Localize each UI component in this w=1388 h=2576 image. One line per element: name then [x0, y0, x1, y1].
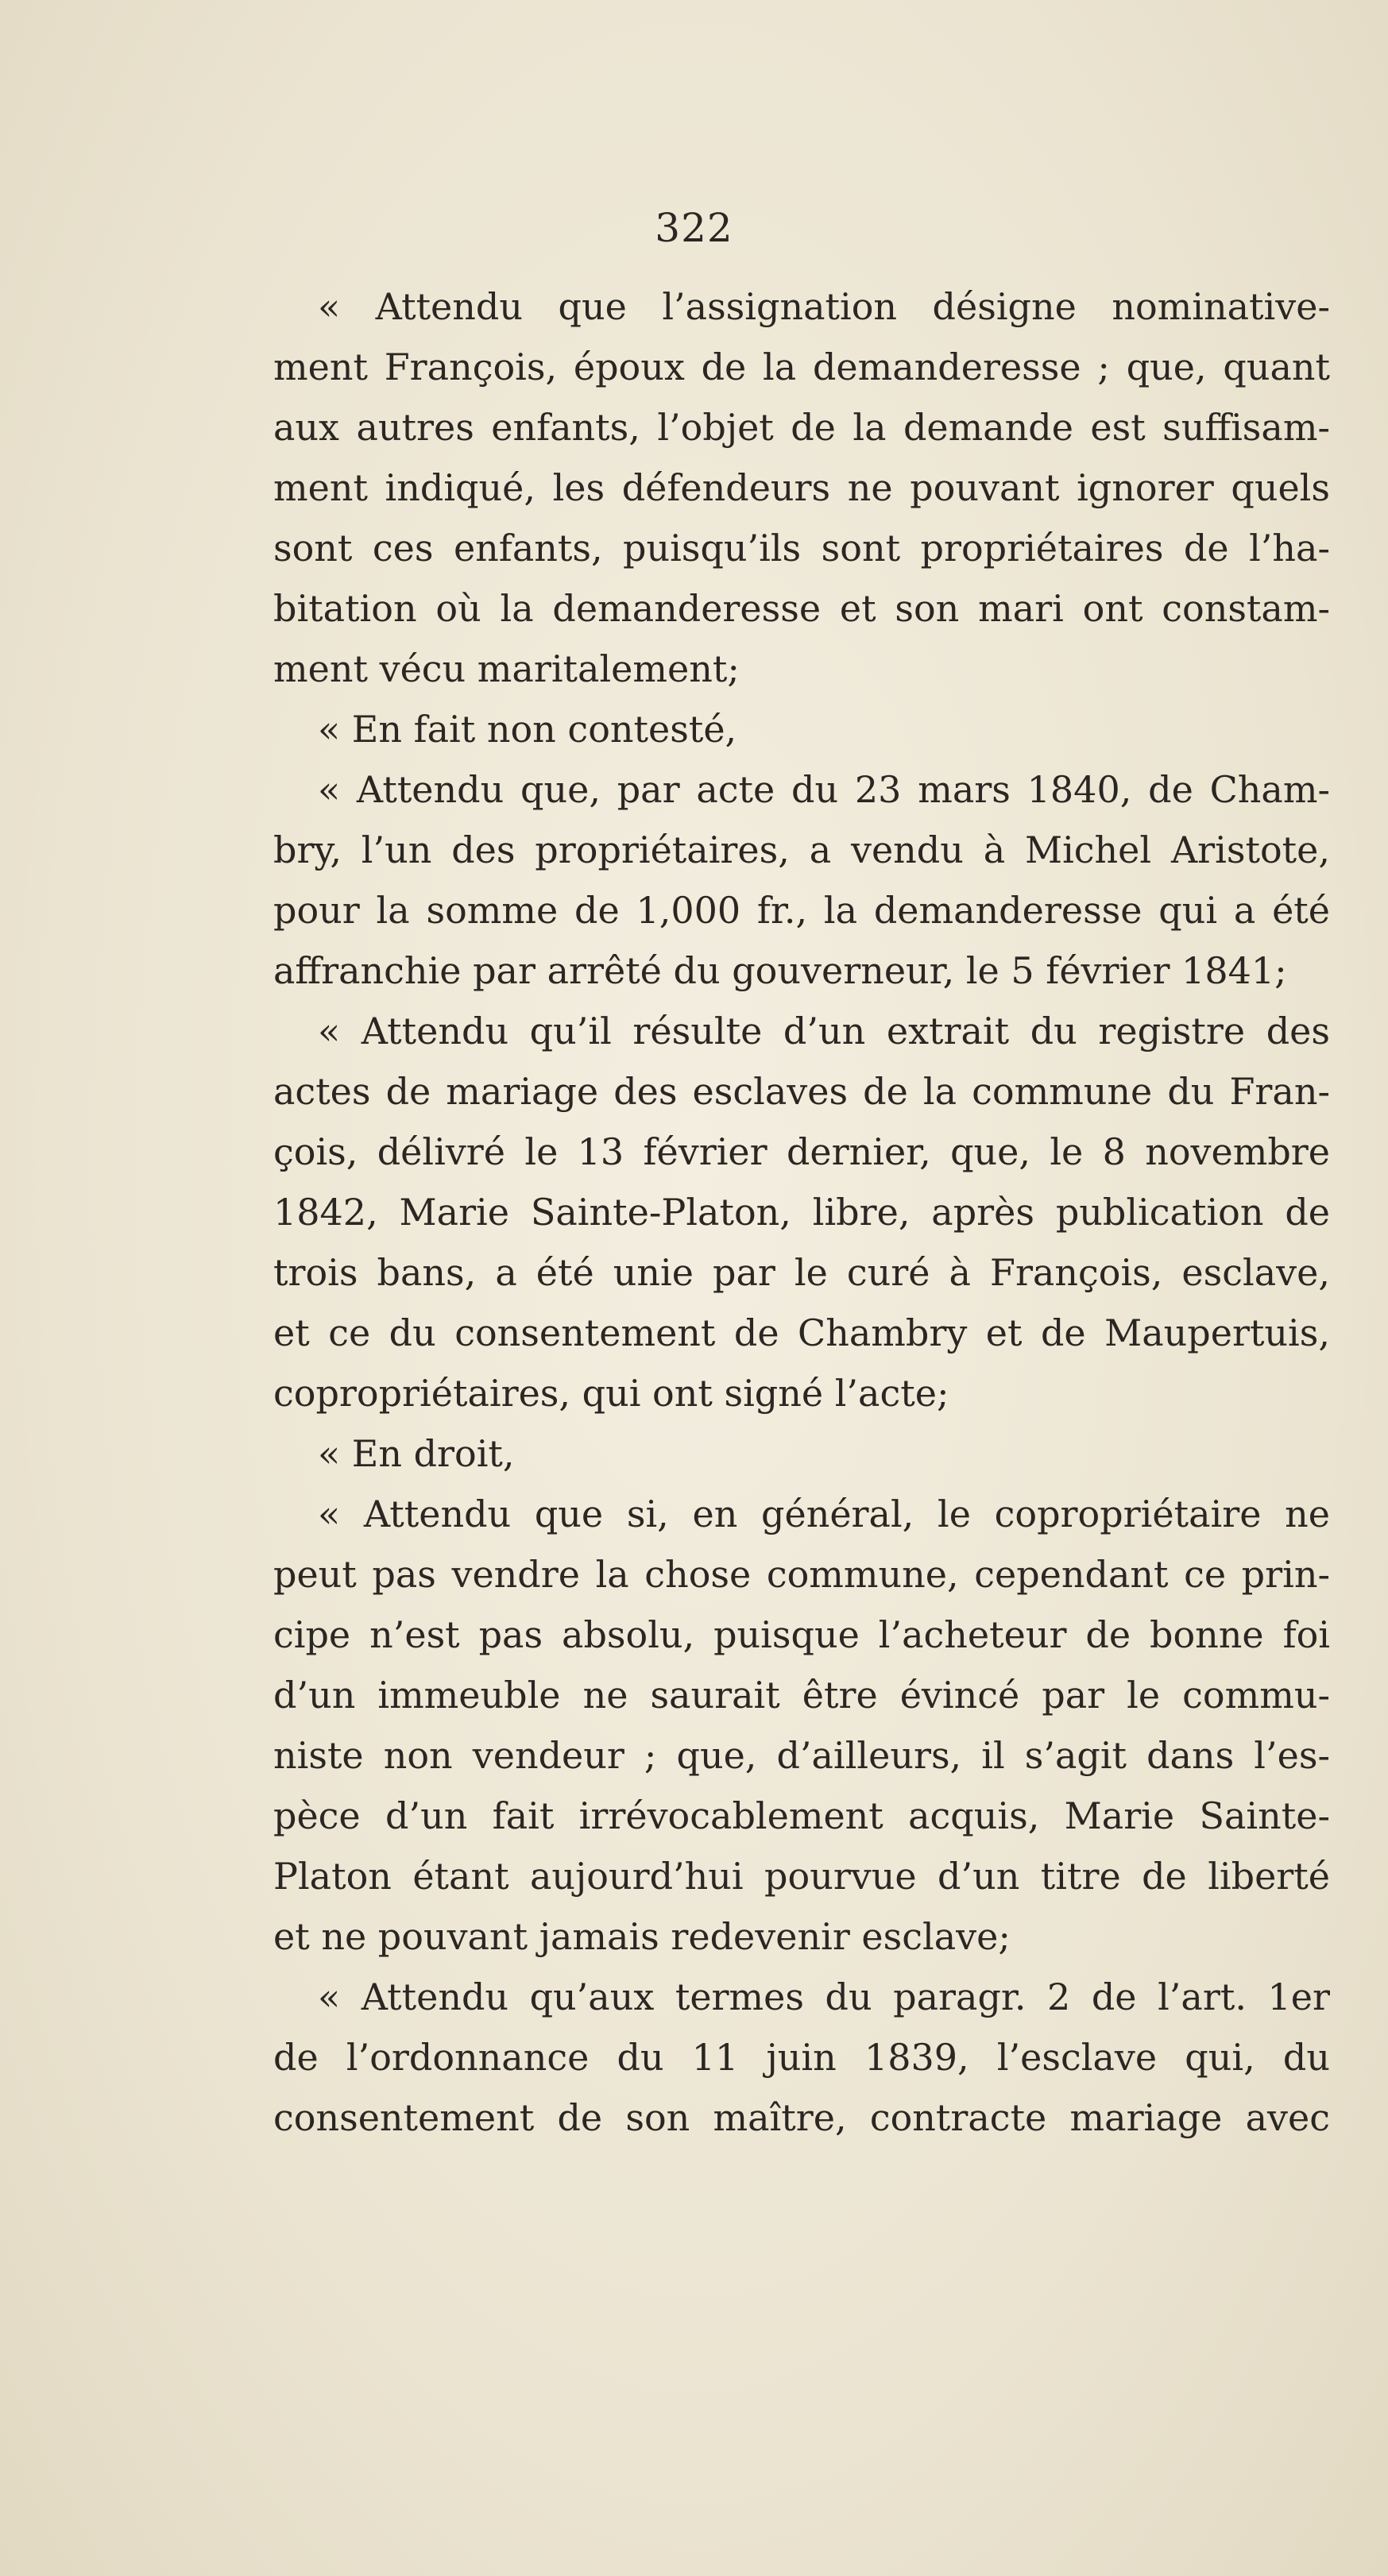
text-line: « En fait non contesté,	[318, 708, 737, 751]
text-line: « Attendu que si, en général, le copropriétaire ne	[318, 1493, 1330, 1535]
text-line: « Attendu que, par acte du 23 mars 1840, de Cham-	[318, 768, 1330, 811]
text-line: 1842, Marie Sainte-Platon, libre, après publication de	[273, 1191, 1330, 1234]
text-line: d’un immeuble ne saurait être évincé par le commu-	[273, 1674, 1330, 1717]
text-line: « Attendu que l’assignation désigne nominative-	[318, 285, 1330, 328]
text-line: actes de mariage des esclaves de la commune du Fran-	[273, 1070, 1330, 1113]
text-line: ment vécu maritalement;	[273, 647, 740, 690]
text-line: ment indiqué, les défendeurs ne pouvant ignorer quels	[273, 466, 1330, 509]
body-text	[273, 276, 1330, 2148]
text-line: copropriétaires, qui ont signé l’acte;	[273, 1372, 949, 1415]
text-line: Platon étant aujourd’hui pourvue d’un titre de liberté	[273, 1855, 1330, 1898]
text-line: peut pas vendre la chose commune, cependant ce prin-	[273, 1553, 1330, 1596]
text-line: ment François, époux de la demanderesse ; que, quant	[273, 346, 1330, 388]
text-line: et ce du consentement de Chambry et de Maupertuis,	[273, 1311, 1330, 1354]
text-line: bry, l’un des propriétaires, a vendu à Michel Aristote,	[273, 828, 1330, 871]
text-line: çois, délivré le 13 février dernier, que, le 8 novembre	[273, 1130, 1330, 1173]
text-line: sont ces enfants, puisqu’ils sont propriétaires de l’ha-	[273, 527, 1330, 570]
text-line: « Attendu qu’aux termes du paragr. 2 de l’art. 1er	[318, 1975, 1330, 2018]
text-line: et ne pouvant jamais redevenir esclave;	[273, 1915, 1011, 1958]
text-line: « En droit,	[318, 1432, 515, 1475]
text-line: niste non vendeur ; que, d’ailleurs, il s’agit dans l’es-	[273, 1734, 1330, 1777]
text-line: pèce d’un fait irrévocablement acquis, Marie Sainte-	[273, 1794, 1330, 1837]
text-line: de l’ordonnance du 11 juin 1839, l’esclave qui, du	[273, 2036, 1330, 2079]
page-number: 322	[655, 205, 733, 251]
text-line: pour la somme de 1,000 fr., la demanderesse qui a été	[273, 889, 1330, 932]
text-line: cipe n’est pas absolu, puisque l’acheteur de bonne foi	[273, 1613, 1330, 1656]
text-line: « Attendu qu’il résulte d’un extrait du registre des	[318, 1010, 1330, 1052]
text-line: consentement de son maître, contracte mariage avec	[273, 2096, 1330, 2139]
text-line: trois bans, a été unie par le curé à François, esclave,	[273, 1251, 1330, 1294]
text-line: affranchie par arrêté du gouverneur, le 5 février 1841;	[273, 949, 1287, 992]
text-line: bitation où la demanderesse et son mari ont constam-	[273, 587, 1330, 630]
text-line: aux autres enfants, l’objet de la demande est suffisam-	[273, 406, 1330, 449]
